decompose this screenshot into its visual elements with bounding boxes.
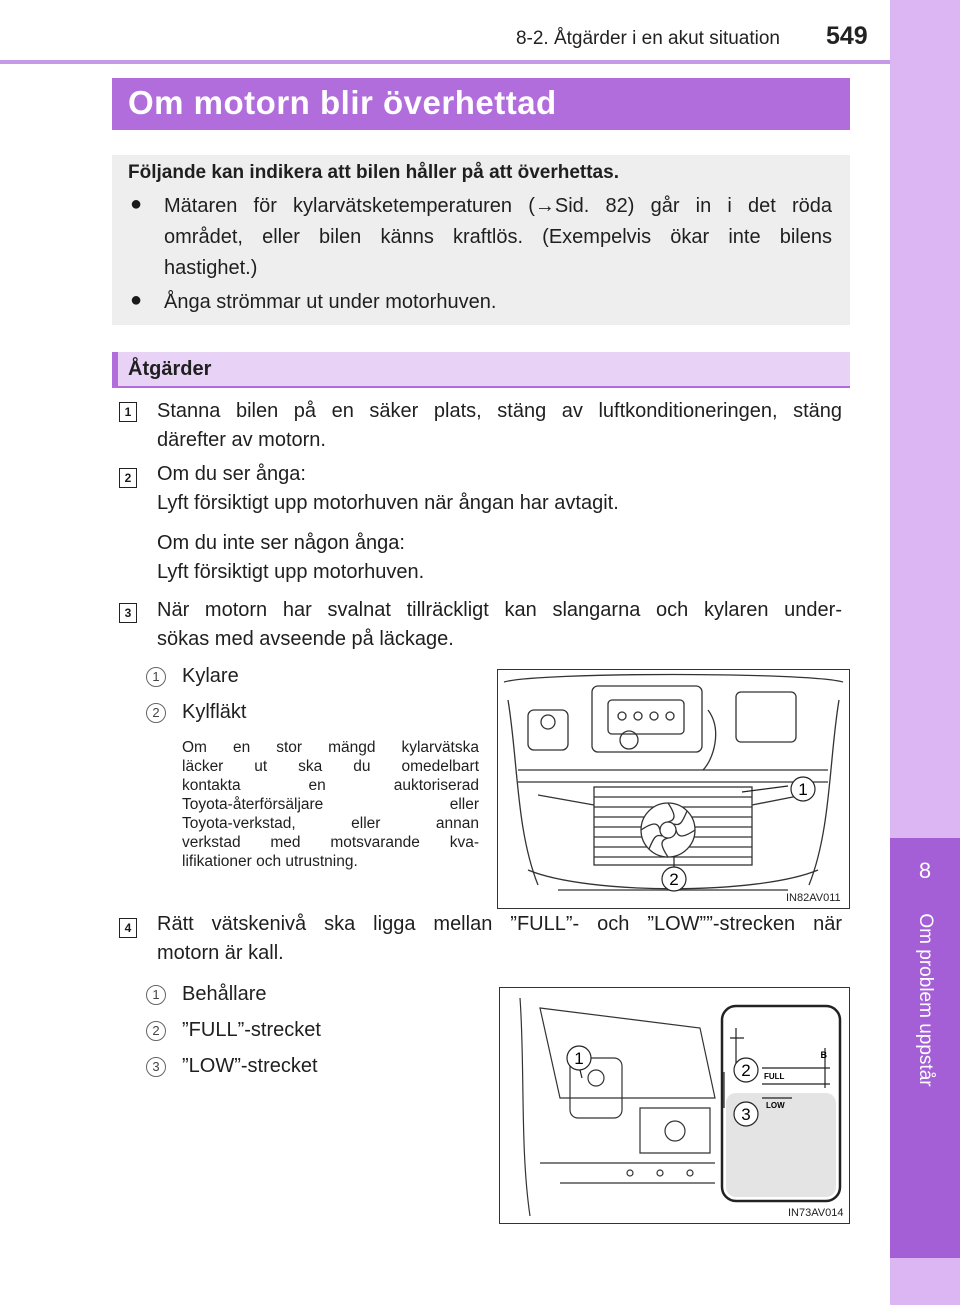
step-number-2: 2 — [119, 468, 137, 488]
figure-code: IN73AV014 — [788, 1207, 844, 1219]
svg-text:1: 1 — [574, 1049, 584, 1068]
item-number: 2 — [146, 703, 166, 723]
page-number: 549 — [826, 22, 868, 50]
actions-heading-accent — [112, 352, 118, 388]
callout-3 — [734, 1102, 758, 1126]
reservoir-figure — [499, 987, 850, 1224]
radiator-figure — [497, 669, 850, 909]
section-heading: 8-2. Åtgärder i en akut situation — [515, 28, 780, 49]
step-number-1: 1 — [119, 402, 137, 422]
chapter-number: 8 — [918, 858, 932, 883]
step-4-line2: motorn är kall. — [157, 942, 284, 964]
callout-2 — [662, 867, 686, 891]
bullet-dot: ● — [130, 193, 143, 215]
bullet-dot: ● — [130, 289, 143, 311]
page-title: Om motorn blir överhettad — [128, 84, 557, 121]
step-1-line2: därefter av motorn. — [157, 429, 326, 451]
item-label-full-mark: ”FULL”-strecket — [182, 1019, 321, 1041]
item-label-low-mark: ”LOW”-strecket — [182, 1055, 318, 1077]
svg-text:1: 1 — [798, 780, 808, 799]
item-label-fan: Kylfläkt — [182, 701, 247, 723]
actions-heading: Åtgärder — [128, 358, 212, 380]
engine-bay-illustration — [498, 670, 849, 908]
svg-text:3: 3 — [741, 1105, 751, 1124]
note-line: Toyota-verkstad, eller annan — [182, 815, 479, 832]
note-line: verkstad med motsvarande kva- — [182, 834, 479, 851]
item-label-reservoir: Behållare — [182, 983, 267, 1005]
step-2-line1: Om du ser ånga: — [157, 463, 306, 485]
mark-b: B — [820, 1050, 827, 1060]
note-line: Om en stor mängd kylarvätska — [182, 739, 479, 756]
note-line: läcker ut ska du omedelbart — [182, 758, 479, 775]
note-line: kontakta en auktoriserad — [182, 777, 479, 794]
callout-1 — [791, 777, 815, 801]
note-line: lifikationer och utrustning. — [182, 853, 358, 870]
step-number-4: 4 — [119, 918, 137, 938]
mark-low: LOW — [766, 1101, 785, 1110]
actions-heading-bar — [112, 352, 850, 388]
item-label-radiator: Kylare — [182, 665, 239, 687]
leak-note — [182, 738, 479, 871]
mark-full: FULL — [764, 1072, 785, 1081]
step-1-line1: Stanna bilen på en säker plats, stäng av luftkonditioneringen, stäng — [157, 400, 842, 422]
step-2-line2: Lyft försiktigt upp motorhuven när ångan har avtagit. — [157, 492, 619, 514]
item-number: 1 — [146, 667, 166, 687]
bullet-1-line2: området, eller bilen känns kraftlös. (Exempelvis ökar inte bilens — [164, 226, 832, 248]
indications-heading: Följande kan indikera att bilen håller på att överhettas. — [128, 162, 619, 183]
svg-text:2: 2 — [669, 870, 679, 889]
svg-text:2: 2 — [741, 1061, 751, 1080]
figure-code: IN82AV011 — [786, 892, 841, 904]
item-number: 3 — [146, 1057, 166, 1077]
step-2-line3: Om du inte ser någon ånga: — [157, 532, 405, 554]
reservoir-illustration — [500, 988, 849, 1223]
bullet-1-line1: Mätaren för kylarvätsketemperaturen (→Sid. 82) går in i det röda — [164, 195, 832, 217]
step-4-line1: Rätt vätskenivå ska ligga mellan ”FULL”- och ”LOW””-strecken när — [157, 913, 842, 935]
item-number: 2 — [146, 1021, 166, 1041]
callout-2 — [734, 1058, 758, 1082]
step-3-line2: sökas med avseende på läckage. — [157, 628, 454, 650]
note-line: Toyota-återförsäljare eller — [182, 796, 479, 813]
step-number-3: 3 — [119, 603, 137, 623]
step-3-line1: När motorn har svalnat tillräckligt kan slangarna och kylaren under- — [157, 599, 842, 621]
step-2-line4: Lyft försiktigt upp motorhuven. — [157, 561, 425, 583]
bullet-1-line3: hastighet.) — [164, 257, 258, 279]
header-rule — [0, 60, 890, 64]
item-number: 1 — [146, 985, 166, 1005]
bullet-2-line1: Ånga strömmar ut under motorhuven. — [164, 291, 497, 313]
chapter-label: Om problem uppstår — [915, 913, 936, 1087]
